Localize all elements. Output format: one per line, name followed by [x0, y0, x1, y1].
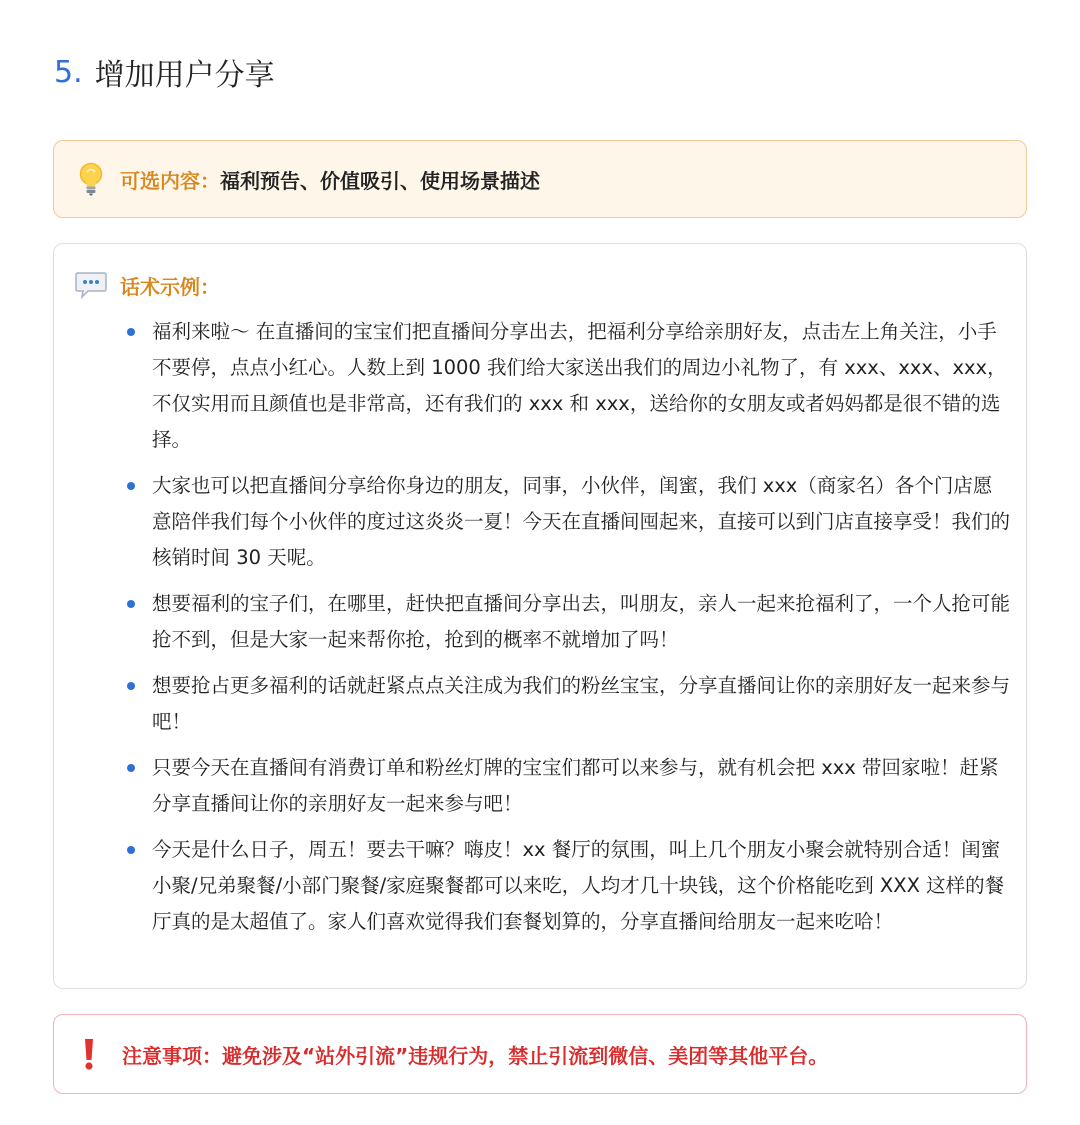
warning-callout: [53, 1014, 1027, 1094]
script-example-label: 话术示例：: [120, 274, 220, 299]
list-item: [152, 832, 1010, 940]
bullet-dot-icon: [127, 846, 135, 854]
bullet-dot-icon: [127, 682, 135, 690]
warning-text: 注意事项：避免涉及“站外引流”违规行为，禁止引流到微信、美团等其他平台。: [122, 1043, 829, 1068]
list-item-text: 想要抢占更多福利的话就赶紧点点关注成为我们的粉丝宝宝，分享直播间让你的亲朋好友一起来参与吧！: [152, 674, 1011, 733]
section-title-text: 增加用户分享: [94, 58, 275, 93]
bullet-dot-icon: [127, 764, 135, 772]
script-example-panel: [53, 243, 1027, 989]
optional-content-label: 可选内容：: [120, 168, 220, 193]
list-item: [152, 750, 1010, 822]
section-heading: [54, 50, 275, 94]
exclamation-icon: [82, 1037, 96, 1071]
list-item: [152, 586, 1010, 658]
list-item: [152, 668, 1010, 740]
script-example-header: [74, 268, 220, 302]
list-item-text: 想要福利的宝子们，在哪里，赶快把直播间分享出去，叫朋友，亲人一起来抢福利了，一个人抢可能抢不到，但是大家一起来帮你抢，抢到的概率不就增加了吗！: [152, 592, 1011, 651]
list-item: [152, 314, 1010, 458]
list-item-text: 只要今天在直播间有消费订单和粉丝灯牌的宝宝们都可以来参与，就有机会把 xxx 带回家啦！赶紧分享直播间让你的亲朋好友一起来参与吧！: [152, 756, 999, 815]
list-item-text: 今天是什么日子，周五！要去干嘛？嗨皮！xx 餐厅的氛围，叫上几个朋友小聚会就特别合适！闺蜜小聚/兄弟聚餐/小部门聚餐/家庭聚餐都可以来吃，人均才几十块钱，这个价格能吃到 XXX 这样的餐厅真的是太超值了。家人们喜欢觉得我们套餐划算的，分享直播间给朋友一起来吃哈！: [152, 838, 1005, 933]
section-number: 5.: [54, 54, 83, 90]
bullet-dot-icon: [127, 482, 135, 490]
lightbulb-icon: [76, 162, 106, 196]
speech-bubble-icon: [74, 271, 108, 299]
bullet-dot-icon: [127, 600, 135, 608]
bullet-dot-icon: [127, 328, 135, 336]
optional-content-callout: [53, 140, 1027, 218]
optional-content-value: 福利预告、价值吸引、使用场景描述: [220, 168, 540, 193]
script-example-list: [152, 314, 1010, 950]
list-item-text: 大家也可以把直播间分享给你身边的朋友，同事，小伙伴，闺蜜，我们 xxx（商家名）各个门店愿意陪伴我们每个小伙伴的度过这炎炎一夏！今天在直播间囤起来，直接可以到门店直接享受！我们的核销时间 30 天呢。: [152, 474, 1011, 569]
list-item-text: 福利来啦～ 在直播间的宝宝们把直播间分享出去，把福利分享给亲朋好友，点击左上角关注，小手不要停，点点小红心。人数上到 1000 我们给大家送出我们的周边小礼物了，有 xxx、xxx、xxx，不仅实用而且颜值也是非常高，还有我们的 xxx 和 xxx，送给你的女朋友或者妈妈都是很不错的选择。: [152, 320, 1007, 451]
list-item: [152, 468, 1010, 576]
